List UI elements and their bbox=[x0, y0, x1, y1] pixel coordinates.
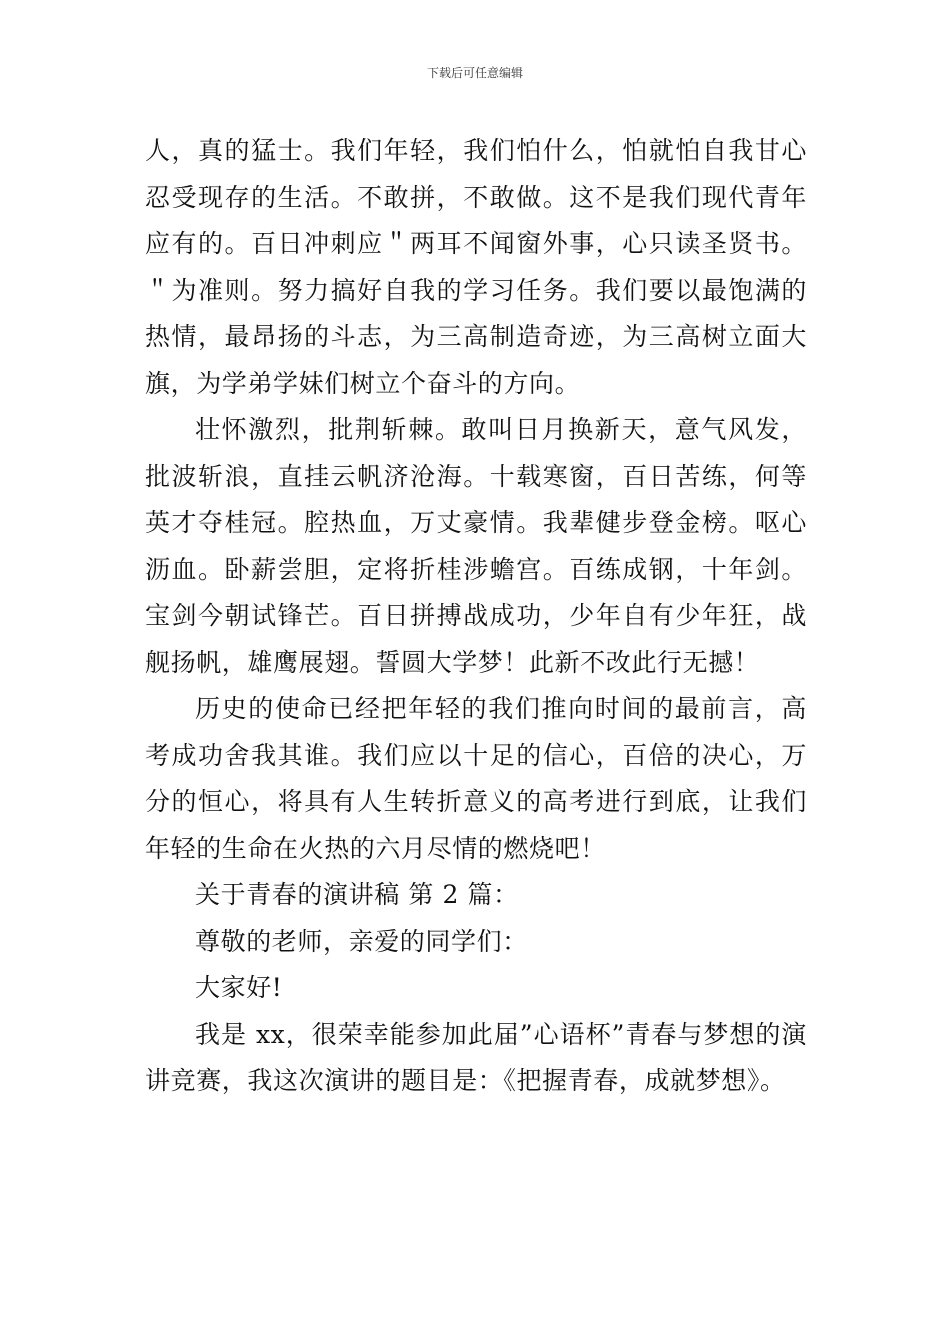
greeting: 大家好! bbox=[195, 973, 283, 1002]
paragraph-1: 人，真的猛士。我们年轻，我们怕什么，怕就怕自我甘心忍受现存的生活。不敢拼，不敢做。这不是我们现代青年应有的。百日冲刺应＂两耳不闻窗外事，心只读圣贤书。＂为准则。努力搞好自我的学习任务。我们要以最饱满的热情，最昂扬的斗志，为三高制造奇迹，为三高树立面大旗，为学弟学妹们树立个奋斗的方向。 bbox=[145, 136, 807, 398]
section-heading: 关于青春的演讲稿 第 2 篇： bbox=[195, 880, 519, 909]
document-body bbox=[145, 128, 807, 1105]
paragraph-3: 历史的使命已经把年轻的我们推向时间的最前言，高考成功舍我其谁。我们应以十足的信心，百倍的决心，万分的恒心，将具有人生转折意义的高考进行到底，让我们年轻的生命在火热的六月尽情的燃烧吧！ bbox=[145, 694, 807, 863]
paragraph-4: 我是 xx，很荣幸能参加此届”心语杯”青春与梦想的演讲竞赛，我这次演讲的题目是：《把握青春，成就梦想》。 bbox=[145, 1019, 807, 1095]
page-header: 下载后可任意编辑 bbox=[426, 66, 523, 80]
salutation: 尊敬的老师，亲爱的同学们： bbox=[195, 926, 528, 956]
paragraph-2: 壮怀激烈，批荆斩棘。敢叫日月换新天，意气风发，批波斩浪，直挂云帆济沧海。十载寒窗，百日苦练，何等英才夺桂冠。腔热血，万丈豪情。我辈健步登金榜。呕心沥血。卧薪尝胆，定将折桂涉蟾宫。百练成钢，十年剑。宝剑今朝试锋芒。百日拼搏战成功，少年自有少年狂，战舰扬帆，雄鹰展翅。誓圆大学梦！此新不改此行无撼！ bbox=[145, 415, 807, 677]
